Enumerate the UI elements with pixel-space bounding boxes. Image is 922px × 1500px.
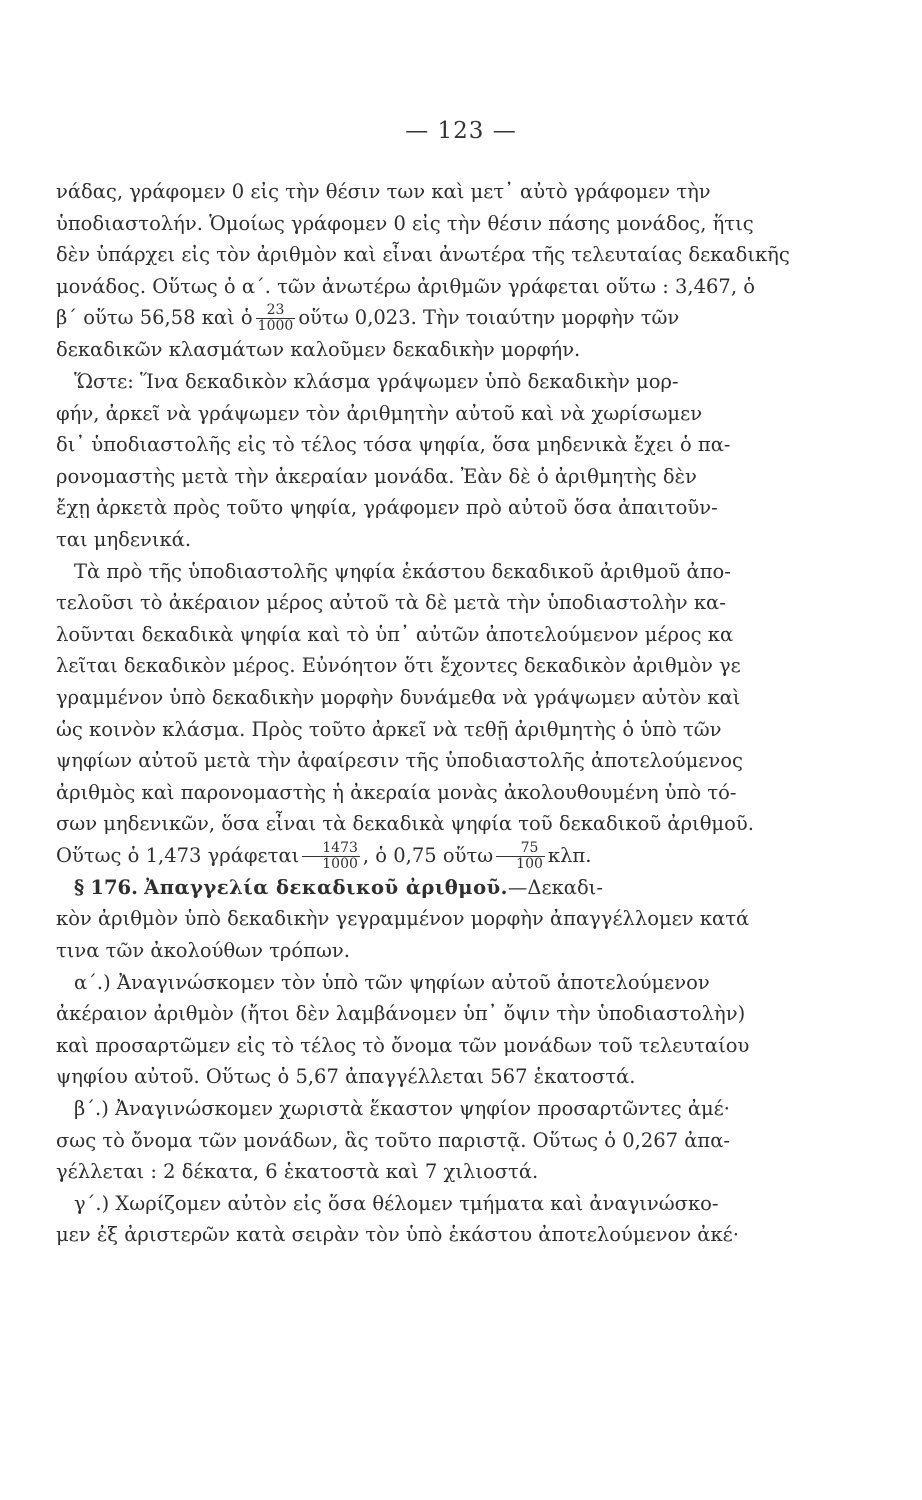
- text-line: σων μηδενικῶν, ὅσα εἶναι τὰ δεκαδικὰ ψηφία τοῦ δεκαδικοῦ ἀριθμοῦ.: [56, 812, 754, 836]
- text-line: κλπ.: [547, 843, 592, 867]
- text-line: λοῦνται δεκαδικὰ ψηφία καὶ τὸ ὑπ᾽ αὐτῶν ἀποτελούμενον μέρος κα: [56, 622, 734, 646]
- text-line: φήν, ἀρκεῖ νὰ γράψωμεν τὸν ἀριθμητὴν αὐτοῦ καὶ νὰ χωρίσωμεν: [56, 401, 703, 425]
- text-line: γραμμένον ὑπὸ δεκαδικὴν μορφὴν δυνάμεθα νὰ γράψωμεν αὐτὸν καὶ: [56, 685, 741, 709]
- paragraph-1: [56, 176, 866, 366]
- item-gamma: [56, 1188, 866, 1251]
- fraction-denominator: 100: [496, 856, 545, 872]
- text-line: σως τὸ ὄνομα τῶν μονάδων, ἃς τοῦτο παριστᾷ. Οὕτως ὁ 0,267 ἀπα-: [56, 1128, 731, 1152]
- text-line: ρονομαστὴς μετὰ τὴν ἀκεραίαν μονάδα. Ἐὰν δὲ ὁ ἀριθμητὴς δὲν: [56, 464, 697, 488]
- text-line: μονάδος. Οὕτως ὁ α΄. τῶν ἀνωτέρω ἀριθμῶν γράφεται οὕτω : 3,467, ὁ: [56, 274, 755, 298]
- text-line: τελοῦσι τὸ ἀκέραιον μέρος αὐτοῦ τὰ δὲ μετὰ τὴν ὑποδιαστολὴν κα-: [56, 591, 726, 615]
- body-text: [56, 176, 866, 1251]
- text-line: κὸν ἀριθμὸν ὑπὸ δεκαδικὴν γεγραμμένον μορφὴν ἀπαγγέλλομεν κατά: [56, 907, 750, 931]
- text-line: Οὕτως ὁ 1,473 γράφεται: [56, 843, 300, 867]
- text-line: μεν ἐξ ἀριστερῶν κατὰ σειρὰν τὸν ὑπὸ ἑκάστου ἀποτελούμενον ἀκέ·: [56, 1223, 739, 1247]
- fraction: [256, 303, 296, 334]
- item-alpha: [56, 967, 866, 1093]
- fraction-denominator: 1000: [302, 856, 360, 872]
- text-line: ἔχῃ ἀρκετὰ πρὸς τοῦτο ψηφία, γράφομεν πρὸ αὐτοῦ ὅσα ἀπαιτοῦν-: [56, 496, 718, 520]
- text-line: β΄ οὕτω 56,58 καὶ ὁ: [56, 306, 253, 330]
- paragraph-3: [56, 556, 866, 872]
- section-176: [56, 872, 866, 967]
- text-line: λεῖται δεκαδικὸν μέρος. Εὐνόητον ὅτι ἔχοντες δεκαδικὸν ἀριθμὸν γε: [56, 654, 741, 678]
- paragraph-2: [56, 366, 866, 556]
- section-symbol: §: [74, 875, 85, 899]
- fraction-denominator: 1000: [257, 318, 294, 335]
- text-line: δὲν ὑπάρχει εἰς τὸν ἀριθμὸν καὶ εἶναι ἀνωτέρα τῆς τελευταίας δεκαδικῆς: [56, 243, 790, 267]
- text-line: ὑποδιαστολήν. Ὁμοίως γράφομεν 0 εἰς τὴν θέσιν πάσης μονάδος, ἥτις: [56, 211, 754, 235]
- text-line: —Δεκαδι-: [507, 875, 603, 899]
- text-line: οὕτω 0,023. Τὴν τοιαύτην μορφὴν τῶν: [298, 306, 680, 330]
- fraction-numerator: 75: [520, 839, 539, 856]
- text-line: καὶ προσαρτῶμεν εἰς τὸ τέλος τὸ ὄνομα τῶν μονάδων τοῦ τελευταίου: [56, 1033, 750, 1057]
- text-line: γέλλεται : 2 δέκατα, 6 ἑκατοστὰ καὶ 7 χιλιοστά.: [56, 1160, 539, 1184]
- section-title: Ἀπαγγελία δεκαδικοῦ ἀριθμοῦ.: [144, 875, 508, 899]
- text-line: Τὰ πρὸ τῆς ὑποδιαστολῆς ψηφία ἑκάστου δεκαδικοῦ ἀριθμοῦ ἀπο-: [74, 559, 731, 583]
- text-line: Ὥστε: Ἵνα δεκαδικὸν κλάσμα γράψωμεν ὑπὸ δεκαδικὴν μορ-: [74, 369, 679, 393]
- text-line: δεκαδικῶν κλασμάτων καλοῦμεν δεκαδικὴν μορφήν.: [56, 338, 581, 362]
- text-line: γ΄.) Χωρίζομεν αὐτὸν εἰς ὅσα θέλομεν τμήματα καὶ ἀναγινώσκο-: [74, 1191, 719, 1215]
- item-beta: [56, 1093, 866, 1188]
- text-line: α΄.) Ἀναγινώσκομεν τὸν ὑπὸ τῶν ψηφίων αὐτοῦ ἀποτελούμενον: [74, 970, 710, 994]
- text-line: τινα τῶν ἀκολούθων τρόπων.: [56, 939, 350, 963]
- text-line: , ὁ 0,75 οὕτω: [362, 843, 494, 867]
- text-line: ἀριθμὸς καὶ παρονομαστὴς ἡ ἀκεραία μονὰς ἀκολουθουμένη ὑπὸ τό-: [56, 780, 737, 804]
- section-number: 176.: [90, 875, 138, 899]
- text-line: ψηφίου αὐτοῦ. Οὕτως ὁ 5,67 ἀπαγγέλλεται 567 ἑκατοστά.: [56, 1065, 636, 1089]
- fraction: [302, 841, 360, 872]
- page-number: — 123 —: [405, 118, 517, 144]
- text-line: β΄.) Ἀναγινώσκομεν χωριστὰ ἕκαστον ψηφίον προσαρτῶντες ἀμέ·: [74, 1097, 730, 1121]
- text-line: δι᾽ ὑποδιαστολῆς εἰς τὸ τέλος τόσα ψηφία, ὅσα μηδενικὰ ἔχει ὁ πα-: [56, 433, 731, 457]
- text-line: ὡς κοινὸν κλάσμα. Πρὸς τοῦτο ἀρκεῖ νὰ τεθῇ ἀριθμητὴς ὁ ὑπὸ τῶν: [56, 717, 722, 741]
- text-line: ἀκέραιον ἀριθμὸν (ἤτοι δὲν λαμβάνομεν ὑπ᾽ ὄψιν τὴν ὑποδιαστολὴν): [56, 1002, 746, 1026]
- text-line: ται μηδενικά.: [56, 527, 192, 551]
- text-line: ψηφίων αὐτοῦ μετὰ τὴν ἀφαίρεσιν τῆς ὑποδιαστολῆς ἀποτελούμενος: [56, 749, 743, 773]
- fraction-numerator: 1473: [322, 839, 358, 856]
- fraction-numerator: 23: [266, 302, 285, 319]
- text-line: νάδας, γράφομεν 0 εἰς τὴν θέσιν των καὶ μετ᾽ αὐτὸ γράφομεν τὴν: [56, 180, 711, 203]
- fraction: [496, 841, 545, 872]
